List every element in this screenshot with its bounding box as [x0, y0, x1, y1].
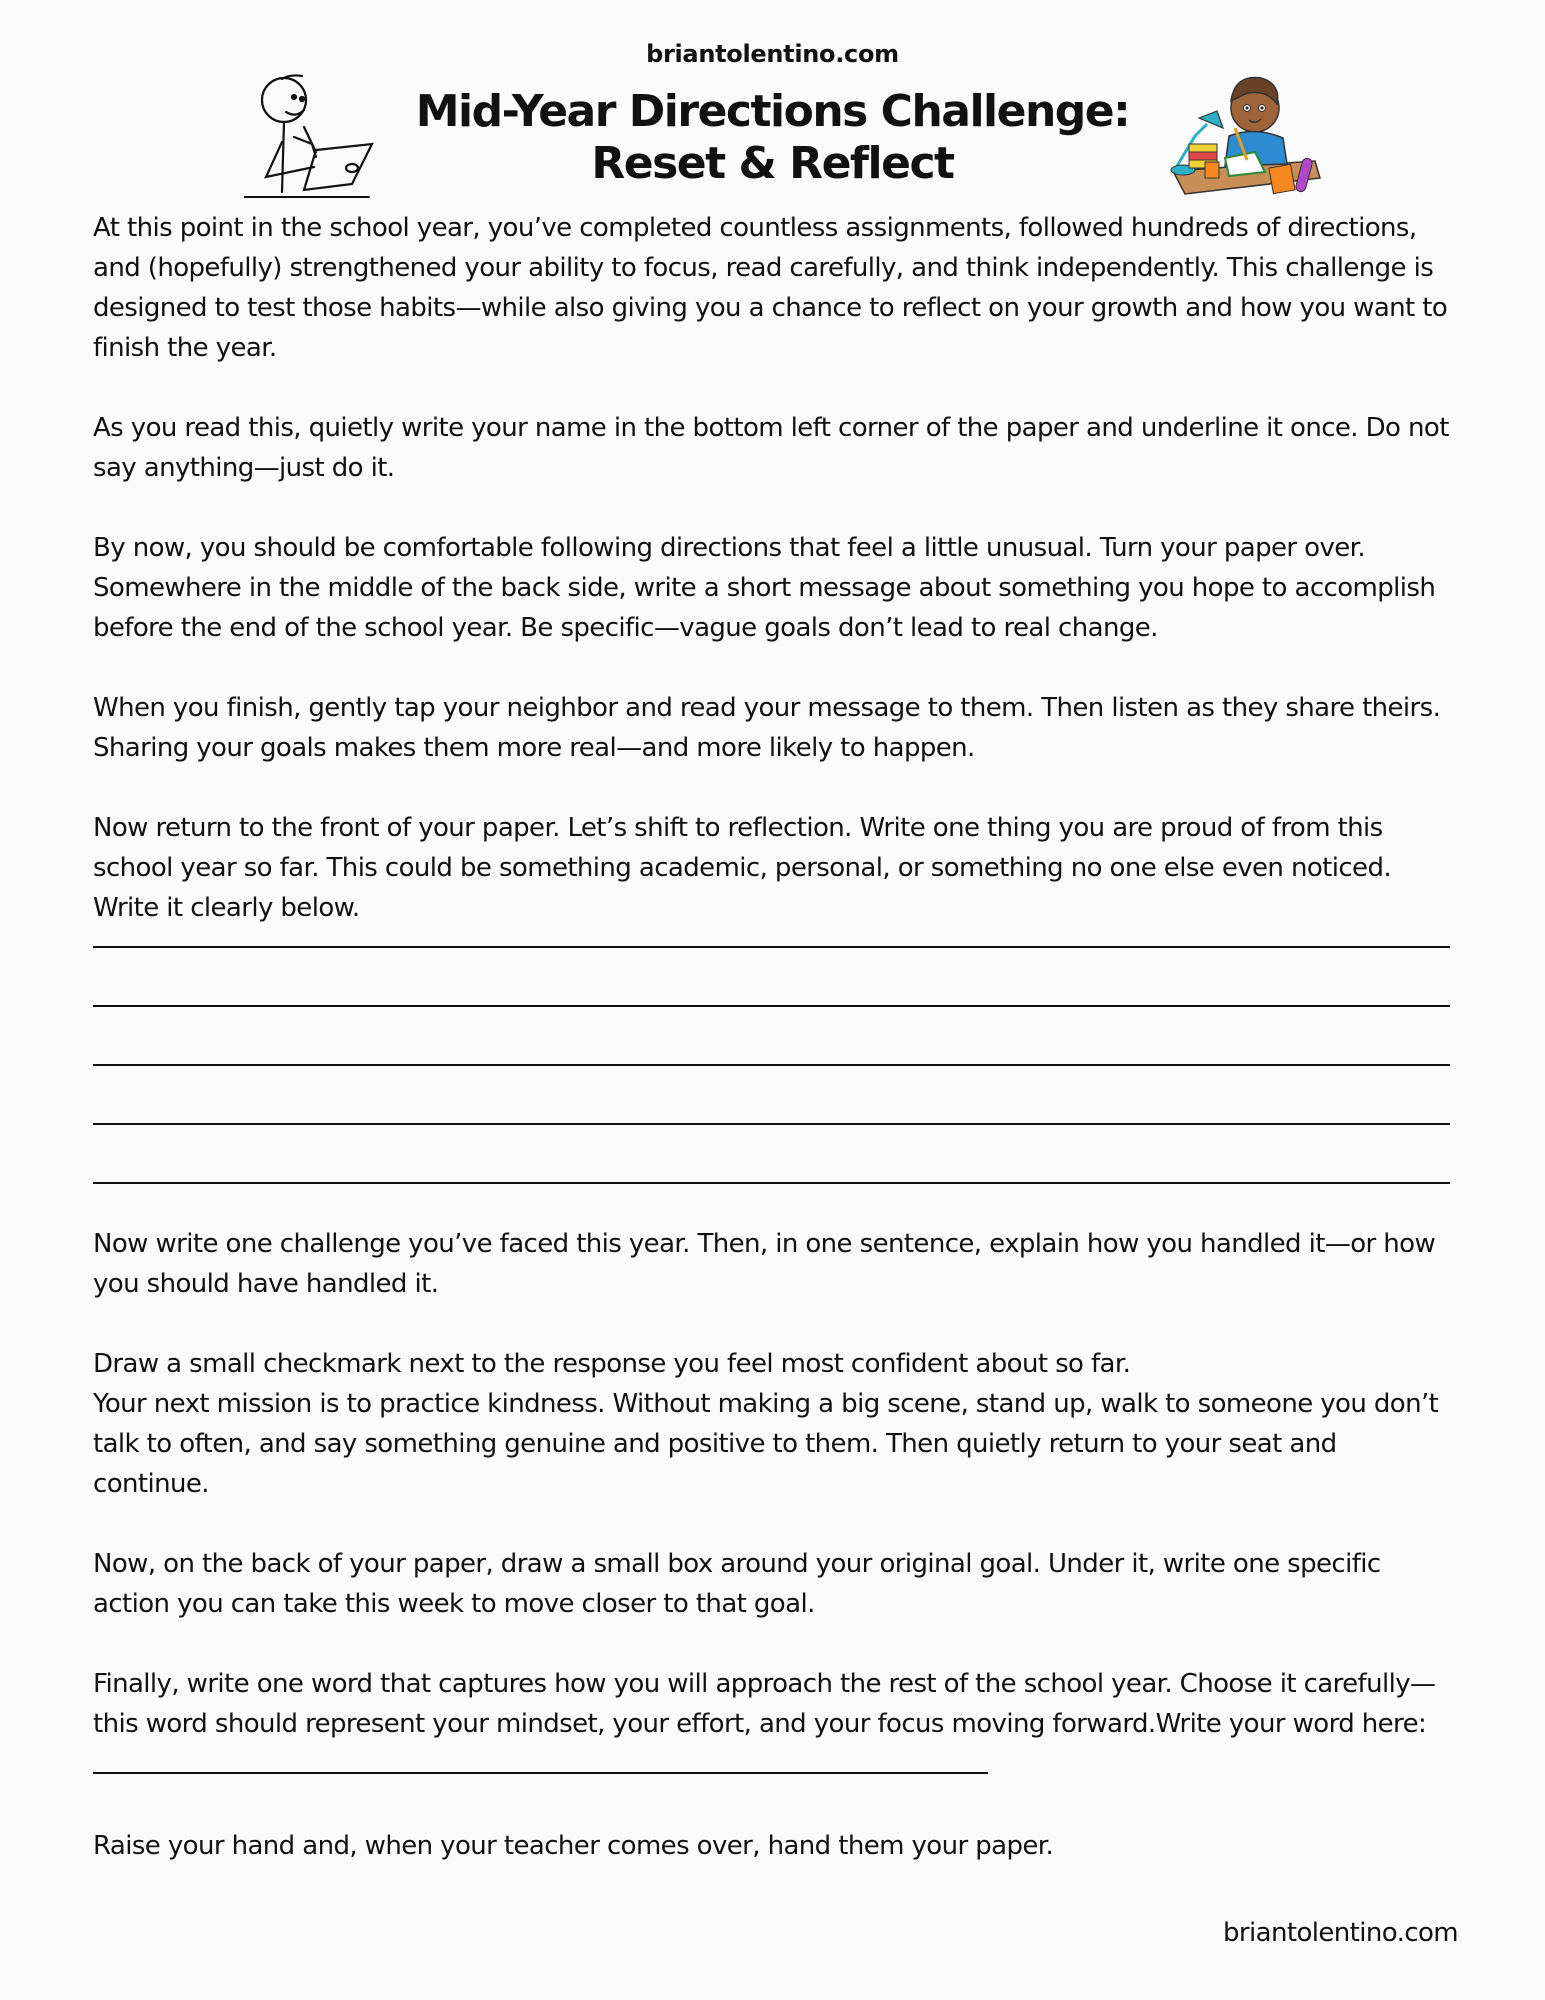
writing-line-1[interactable] — [93, 930, 1450, 948]
raise-hand-paragraph: Raise your hand and, when your teacher comes over, hand them your paper. — [93, 1831, 1054, 1861]
page-header — [0, 36, 1545, 206]
worksheet-body — [93, 208, 1453, 1906]
name-instruction-paragraph: As you read this, quietly write your name in the bottom left corner of the paper and underline it once. Do not say anything—just do it. — [93, 413, 1449, 483]
footer-site-url: briantolentino.com — [1223, 1918, 1458, 1948]
one-word-instructions: Finally, write one word that captures how you will approach the rest of the school year. Choose it carefully—this word should represent your mindset, your effort, and your focus moving forward. — [93, 1669, 1436, 1739]
header-site-url: briantolentino.com — [646, 40, 899, 68]
kindness-paragraph: Your next mission is to practice kindness. Without making a big scene, stand up, walk to someone you don’t talk to often, and say something genuine and positive to them. Then quietly return to your seat and continue. — [93, 1389, 1439, 1499]
writing-line-2[interactable] — [93, 948, 1450, 1007]
one-word-prompt: Write your word here: — [1155, 1709, 1427, 1739]
checkmark-paragraph: Draw a small checkmark next to the response you feel most confident about so far. — [93, 1349, 1131, 1379]
boy-at-desk-icon — [1165, 66, 1325, 201]
writing-line-3[interactable] — [93, 1007, 1450, 1066]
challenge-paragraph: Now write one challenge you’ve faced this year. Then, in one sentence, explain how you handled it—or how you should have handled it. — [93, 1229, 1436, 1299]
title-line-2: Reset & Reflect — [591, 138, 954, 189]
one-word-blank[interactable] — [93, 1744, 988, 1774]
intro-paragraph: At this point in the school year, you’ve completed countless assignments, followed hundreds of directions, and (hopefully) strengthened your ability to focus, read carefully, and think independently. This challenge is designed to test those habits—while also giving you a chance to reflect on your growth and how you want to finish the year. — [93, 213, 1448, 363]
neighbor-share-paragraph: When you finish, gently tap your neighbor and read your message to them. Then listen as they share theirs. Sharing your goals makes them more real—and more likely to happen. — [93, 693, 1441, 763]
writing-line-4[interactable] — [93, 1066, 1450, 1125]
goal-message-paragraph: By now, you should be comfortable following directions that feel a little unusual. Turn your paper over. Somewhere in the middle of the back side, write a short message about something you hope to accomplish before the end of the school year. Be specific—vague goals don’t lead to real change. — [93, 533, 1436, 643]
box-goal-paragraph: Now, on the back of your paper, draw a small box around your original goal. Under it, write one specific action you can take this week to move closer to that goal. — [93, 1549, 1381, 1619]
one-word-paragraph — [93, 1664, 1453, 1786]
writing-line-5[interactable] — [93, 1125, 1450, 1184]
title-line-1: Mid-Year Directions Challenge: — [415, 86, 1130, 137]
proud-reflection-paragraph: Now return to the front of your paper. Let’s shift to reflection. Write one thing you are proud of from this school year so far. This could be something academic, personal, or something no one else even noticed. Write it clearly below. — [93, 813, 1392, 923]
writing-lines — [93, 930, 1453, 1184]
